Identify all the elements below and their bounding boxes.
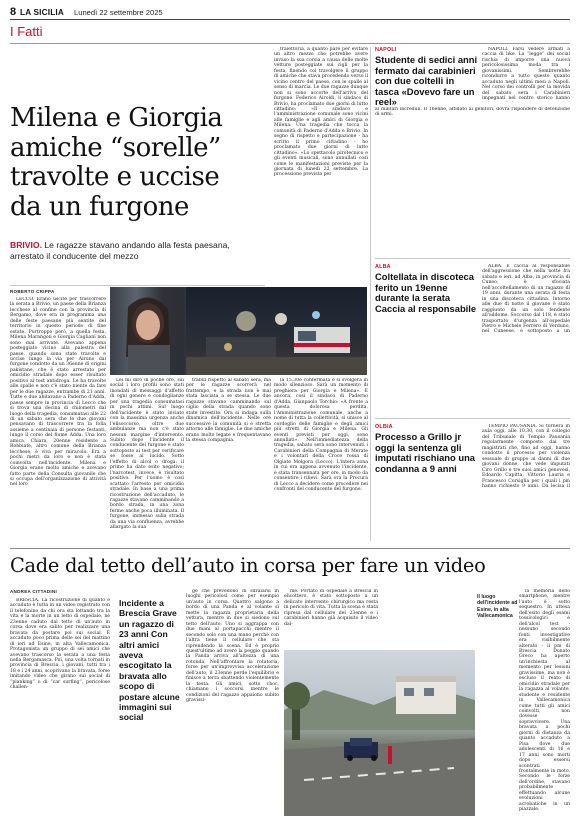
bottom-column-3: [284, 589, 378, 647]
photo-caption: Il luogo dell'incidente ad Esine, in alta Vallecamonica: [477, 594, 518, 620]
side2-divider: [375, 418, 570, 419]
side1-column-2: [375, 107, 570, 247]
page-header: [10, 6, 570, 20]
side1-headline: Studente di sedici anni fermato dai carabinieri con due coltelli in tasca «Dovevo fare un reel»: [375, 54, 478, 108]
issue-date: Lunedì 22 settembre 2025: [74, 8, 163, 17]
bottom-column-4-text: la memoria dello smartphone, mentre l'auto è sotto sequestro. In attesa dell'esito degli esami tossicologici e dell'alcol test - nessuno secondo fonti investigative era visibilmente alterato - il pm di Brescia Donato Greco ha aperto un'inchiesta al momento per lesioni gravissime, ma non è escluso il reato di omicidio stradale per la ragazza al volante, studente e residente in Vallecamonica come tutti gli amici coinvolti, non dovesse sopravvivere. Una bravata a pochi giorni di distanza da quanto accaduto a Pisa dove due adolescenti di 16 e 17 anni sono morti dopo essersi scontrati frontalmente in moto. Secondo le forze dell'ordine, stavano probabilmente effettuando alcune evoluzioni acrobatiche in un piazzale.: [519, 589, 570, 813]
bottom-column-1-text: BRESCIA. La ricostruzione di quanto è accaduto è tutta in un video registrato con il telefonino da chi ora sta lottando tra la vita e la morte in un letto di ospedale, né 23enne caduto dal tetto di un'auto in corsa dove era salito per realizzare una bravata da postare poi sui social. È accaduto poco prima delle sei del mattino di ieri ad Esine, in alta Vallecamonica. Protagonista un gruppo di sei amici che avevano trascorso la serata a una festa nella Bergamasca. Poi, una volta tornati in provincia di Brescia, i giovani, tutti tra i 18 e i 24 anni, scoprivano la bravata, forse imitando video che girano sui social di “planking” o di “car surfing”, pericolose challen-: [10, 598, 110, 691]
side3-column-2: [375, 490, 570, 541]
main-kicker: BRIVIO.: [10, 240, 42, 250]
side3-kicker: OLBIA: [375, 424, 393, 430]
bottom-column-2-text: ge che prevedono di sdraiarsi in luoghi pericolosi come per esempio un'auto in corsa. Quattro salgono a bordo di una Panda e al volante si mette la ragazza proprietaria della vettura, mentre in due si siedono sul tetto dell'auto. Uno si aggrappa con due mani al portapacchi mentre il secondo solo con una mano perché con l'altra tiene il cellulare che sta riprendendo la scena. Ed è proprio quest'ultimo ad avere la peggio quando la Panda arriva all'altezza di una rotonda. Nell'affrontare la rotatoria, forse per un'improvvisa accelerazione dell'auto, il 23enne perde l'equilibrio e finisce a terra sbattendo violentemente la testa. Gli amici, sotto choc, chiamano i soccorsi mentre le condizioni del ragazzo appaiono subito gravissi-: [186, 589, 279, 704]
section-title: I Fatti: [10, 24, 43, 39]
main-divider: [10, 285, 265, 286]
bottom-highlight: Incidente a Brescia Grave un ragazzo di 23 anni Con altri amici aveva escogitato la bravata allo scopo di postare alcune immagini sui social: [119, 598, 180, 723]
main-column-2-text: Lei mi diro di poche ore, sui social i loro profili sono stati inondati di messaggi d'affetto di ogni genere e condoglianze per una tragedia consumatasi in pochi attimi. Sul luogo dell'incidente è stato inviato con la massima urgenza anche l'elisoccorso, oltre due ambulanze ma non c'è stato nessun margine d'intervento. Subito dopo l'incidente il conducente del furgone è stato sottoposto ai test per verificare se fosse al lucido. Sotto l'effetto di alcol o droga: il primo ha dato esito negativo; l'narcotest, invece, è risultato positivo. Per l'uomo è così scattato l'arresto per omicidio stradale. In base a una prima ricostruzione dell'accaduto, le ragazze stavano camminando a bordo strada, in una zona ferme anche poca illuminata. Il furgone, immesso sulla strada da una via confluenza, avrebbe allargato la sua: [110, 378, 184, 531]
bottom-divider: [10, 548, 570, 549]
side1-text-continued: ai militari increduli. Il 16enne, affidato ai genitori, dovrà rispondere di detenzione di armi.: [375, 107, 570, 117]
headline-line-1: Milena e Giorgia: [10, 103, 223, 133]
crash-site-photo: [284, 650, 475, 816]
main-column-5: [274, 378, 368, 541]
side3-column-1: [482, 424, 570, 488]
accident-scene-photo: [186, 287, 367, 375]
main-column-4: [274, 47, 368, 287]
side1-column-1: [482, 47, 570, 102]
main-column-1-text: LECCO. Erano uscite per trascorrere la serata a Brivio, un paese della Brianza lecchese al confine con la provincia di Bergamo, dove era in programma una delle feste paesane più sentite del territorio in questo periodo di fine estate. Purtroppo però, a quella festa, Milena Marangon e Giorgia Cagliani non sono mai arrivate. Avevano appena posteggiato vicino alla palestra del paese, quando sono state travolte e uccise lungo la via per Airuno dal furgone condotto da un 36enne di origini pakistane, che è stato arrestato per omicidio stradale dopo esser risultato positivo al test antidroga. Le ha travolte alle spalle e non c'è stato niente da fare per le due ragazze, entrambe di 21 anni. Tutte e due abitavano a Paderno d'Adda, paese sempre in provincia di Lecco che si trova una decina di chilometri dal luogo della tragedia, consumatasi alle 22 di un sabato sera che le due giovani pensavano di trascorrere tra la folla assieme a centinaia di persone festanti, lungo il corso del fiume Adda. Una loro amica, Chiara, 20enne residente a Robbiate, altro comune della Brianza lecchese, è viva per miracolo. Era a pochi metri da loro e non è stata coinvolta nell'incidente. Milena e Giorgia erano molto amiche e avevano fatto parte della Consulta giovanile che si occupa dell'organizzazione di attività nel loro: [10, 297, 106, 488]
main-column-3-text: trabili rispetto al sabato sera, ma per le ragazze scorrerà nel frattempo, e la strada non è mai stata lasciata a se stessa. Le due ragazze stavano camminando sul ciglio della strada quando sono state investite. Ora si indaga sulla dinamica dell'incidente. Nelle ore successive la comunità si è stretta attorno alle famiglie. Le due amiche erano molto legate e frequentavano la stessa compagnia.: [186, 378, 271, 443]
main-column-5-text: la 15.30è confermata e si svolgerà in modo silenzioso. Sarà un momento di preghiera per Giorgia e Milena». E ancora, così il sindaco di Paderno d'Adda, Gianpaolo Torchio: «A fronte a questa dolorosa perdita, l'Amministrazione comunale, anche a nome di tutta la collettività, si unisce al cordoglio delle famiglie e degli amici più stretti di Giorgia e Milena. Gli eventi previsti per oggi, sono annullati». Nell'immediatezza della tragedia, sabato sera sono intervenuti i Carabinieri della Compagnia di Merate e i volontari della Croce rossa di Olgiate Molgora (Lecco). L'intera zona in cui era appena avvenuto l'incidente, è stata transennata per ore, in modo da consentire i rilievi. Sarà ora la Procura di Lecco a decidere come procedere nei confronti del conducente del furgone.: [274, 378, 368, 493]
bottom-headline: Cade dal tetto dell’auto in corsa per fare un video: [10, 554, 486, 577]
main-column-1: [10, 297, 106, 541]
bottom-column-3-text: me. Portato in ospedale a Brescia in elicottero, è stato sottoposto a un delicato intervento chirurgico ma resta in pericolo di vita. Tutta la scena è stata ripresa dal cellulare del 23enne e i carabinieri hanno già acquisito il video dal-: [284, 589, 378, 627]
side2-column-2: [375, 337, 570, 413]
side2-column-1: [482, 264, 570, 334]
side2-text: ALBA. È caccia al responsabile dell'aggressione che nella notte fra sabato e ieri, ad Alba, in provincia di Cuneo, è sfociata nell'accoltellamento di un ragazzo di 19 anni, durante una serata di festa in una discoteca cittadina. Intorno alle due di notte il giovane è stato raggiunto da un solo fendente all'addome. Soccorso dal 118, è stato trasportato d'urgenza all'ospedale Pietro e Michele Ferrero di Verduno, nel Cuneese, e sottoposto a un: [482, 264, 570, 334]
main-headline: [10, 104, 265, 222]
main-subhead-text: Le ragazze stavano andando alla festa paesana, arrestato il conducente del mezzo: [10, 240, 230, 261]
side2-headline: Coltellata in discoteca ferito un 19enne durante la serata Caccia al responsabile: [375, 271, 477, 314]
bottom-column-4: [519, 589, 570, 815]
page-number: 8: [10, 6, 17, 18]
headline-line-2: amiche “sorelle”: [10, 132, 221, 163]
bottom-column-1: [10, 598, 110, 816]
headline-line-3: travolte e uccise: [10, 162, 220, 192]
main-byline: ROBERTO CRIPPA: [10, 289, 55, 294]
side1-divider: [375, 258, 570, 259]
side1-kicker: NAPOLI: [375, 47, 397, 53]
newspaper-name: LA SICILIA: [20, 8, 64, 17]
section-divider: [10, 43, 570, 44]
main-column-3: [186, 378, 271, 541]
header-divider: [10, 19, 570, 20]
side1-text: NAPOLI. Farsi vedere armati a caccia di like. La “legge” dei social rischia di imporre una nuova pericolosissima moda tra i giovanissimi. Sembrerebbe ricondurre a tutto questo quanto accaduto negli ultimi mesi a Napoli. Nel corso dei controlli per la movida del sabato sera i Carabinieri impegnati nel centro storico hanno: [482, 47, 570, 102]
side3-text: TEMPIO PAUSANIA. Si tornerà in aula oggi, alle 10.30, con il collegio del Tribunale di Tempio Pausania regolarmente composto dai tre magistrati che, fino ad oggi, hanno condotto il processo per violenza sessuale di gruppo ai danni di due giovani donne, che vede imputati Ciro Grillo e tre suoi amici genovesi, Edoardo Capitta, Vittorio Lauria e Francesco Corsiglia per i quali i pm hanno richiesto 9 anni. Da lecisa il: [482, 424, 570, 488]
bottom-byline: ANDREA CITTADINI: [10, 589, 58, 594]
bottom-column-2: [186, 589, 279, 815]
headline-line-4: da un furgone: [10, 191, 189, 222]
crash-site-art: [284, 650, 475, 816]
side3-headline: Processo a Grillo jr oggi la sentenza gli imputati rischiano una condanna a 9 anni: [375, 431, 476, 474]
main-subhead: [10, 240, 265, 262]
main-column-2: [110, 378, 184, 541]
column-separator: [370, 47, 371, 541]
main-column-4-text: traiettoria, a quanto pare per evitare un altro mezzo che potrebbe avere invaso la sua corsia a causa delle molte vetture posteggiate sui cigli per la festa, finendo col travolgere il gruppo di amiche che stava procedendo verso il vicino centro del paese, con le spalle al senso di marcia. Le due ragazze dunque non si sono accorte dell'arrivo del furgone. Federico Airoldi, il sindaco di Brivio, ha proclamato due giorni di lutto cittadino: «Il sindaco e l'amministrazione comunale sono vicini alle famiglie e agli amici di Giorgia e Milena. Una tragedia che tocca la comunità di Paderno d'Adda e Brivio. In segno di rispetto e partecipazione - ha scritto il primo cittadino - ho proclamato due giorni di lutto cittadino». «Lo spettacolo pirotecnico e gli eventi musicali, sono annullati così come le manifestazioni previste per la giornata di lunedì 22 settembre. La processione prevista per: [274, 47, 368, 178]
side2-kicker: ALBA: [375, 264, 391, 270]
accident-scene-art: [186, 287, 367, 375]
